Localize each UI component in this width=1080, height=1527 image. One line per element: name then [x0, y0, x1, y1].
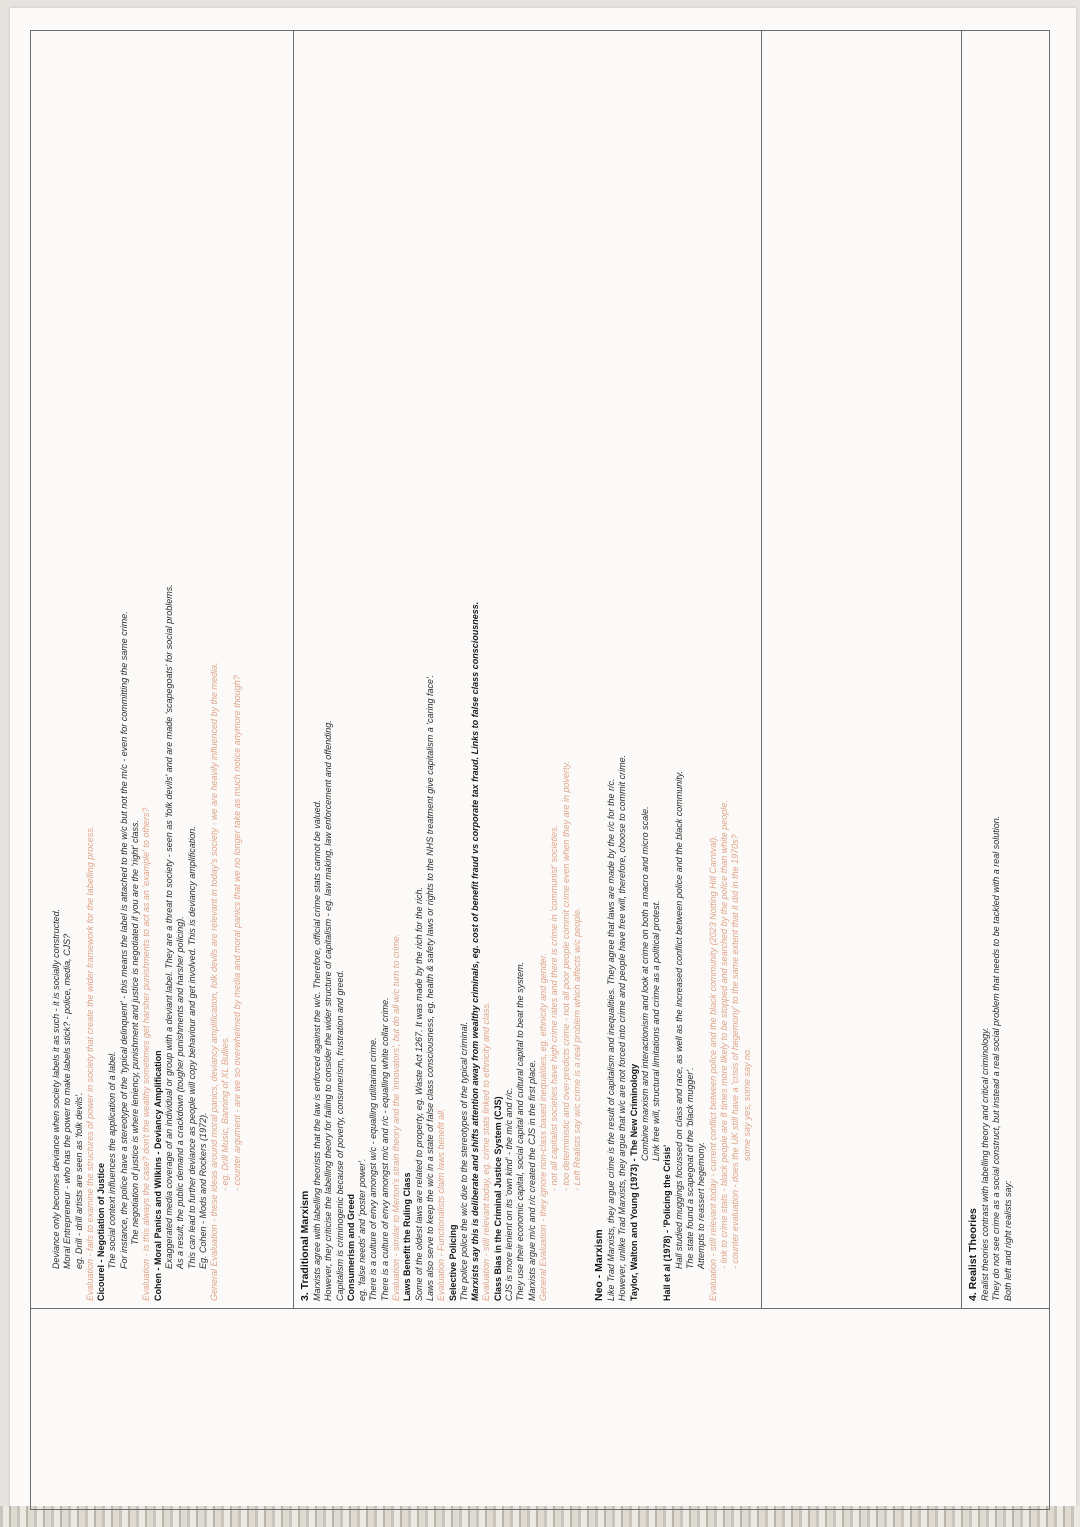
evaluation-line: - counter evaluation - does the UK still have a 'crisis of hegemony' to the same extent that it did in the 1970s? [730, 834, 741, 1269]
note-line: CJS is more lenient on its 'own kind' - the m/c and r/c. [504, 1087, 515, 1301]
section-heading: Taylor, Walton and Young (1973) - The New Criminology [628, 1063, 639, 1301]
note-line: This can lead to further deviance as people will copy behaviour and get involved. This is deviancy amplification. [186, 826, 197, 1269]
note-line: There is a culture of envy amongst m/c and r/c - equalling white collar crime. [379, 997, 390, 1301]
evaluation-line: General Evaluation - they ignore non-class based inequalities, eg. ethnicity and gender. [537, 953, 548, 1301]
rotated-notes-page [30, 30, 1050, 1510]
note-line: eg. Drill - drill artists are seen as 'folk devils'. [73, 1092, 84, 1269]
section-heading: Consumerism and Greed [345, 1193, 356, 1301]
note-line: They use their economic capital, social capital and cultural capital to beat the system. [515, 961, 526, 1301]
note-line: Marxists say this is deliberate and shifts attention away from wealthy criminals, eg. cost of benefit fraud vs corporate tax fraud. Links to false class consciousness. [470, 601, 481, 1301]
note-line: Attempts to reassert hegemony. [696, 1142, 707, 1269]
section-heading: Hall et al (1978) - 'Policing the Crisis' [662, 1144, 673, 1301]
evaluation-line: Evaluation - Functionalists claim laws benefit all. [436, 1108, 447, 1301]
row-divider-1 [293, 31, 294, 1309]
note-line: For instance, the police have a stereotype of the 'typical delinquent' - this means the label is attached to the w/c but not the m/c - even for committing the same crime. [118, 611, 129, 1269]
section-heading: Cohen - Moral Panics and Wilkins - Deviancy Amplification [152, 1050, 163, 1301]
section-traditional-marxism [299, 49, 583, 1301]
section-heading: Neo - Marxism [593, 1229, 605, 1301]
evaluation-line: - not all capitalist societies have high crime rates and there is crime in 'communist' societies. [549, 824, 560, 1191]
note-line: eg. 'false needs' and 'poster power'. [357, 1158, 368, 1301]
note-line: Combine marxism and interactionism and look at crime on both a macro and micro scale. [639, 806, 650, 1161]
note-line: However, they criticise the labelling theory for failing to consider the wider structure of capitalism - eg. law making, law enforcement and offending. [323, 720, 334, 1301]
section-neo-marxism [593, 49, 753, 1301]
section-realist-theories [967, 49, 1014, 1301]
note-line: Deviance only becomes deviance when society labels it as such - it is socially constructed. [51, 908, 61, 1269]
note-line: The state found a scapegoat of the 'black mugger'. [685, 1067, 696, 1269]
evaluation-line: - eg. Drill Music, Banning of XL Bullies. [220, 1036, 231, 1191]
section-heading: 3. Traditional Marxism [299, 1190, 311, 1301]
evaluation-line: Evaluation - similar to Merton's strain theory and the 'innovators', but do all w/c turn to crime. [391, 933, 402, 1301]
notes-table [30, 30, 1050, 1510]
note-line: The social context influences the application of a label. [107, 1051, 118, 1269]
evaluation-line: Evaluation - fails to examine the structures of power in society that create the wider framework for the labelling process. [84, 825, 95, 1301]
section-heading: Class Bias in the Criminal Justice System (CJS) [492, 1096, 503, 1301]
note-line: Moral Entrepreneur - who has the power to make labels stick? - police, media, CJS? [62, 933, 73, 1269]
evaluation-line: - Left Realists say w/c crime is a real problem which affects w/c people. [571, 907, 582, 1191]
note-line: However, unlike Trad Marxists, they argue that w/c are not forced into crime and people have free will, therefore, choose to commit crime. [617, 754, 628, 1301]
note-line: Hall studied muggings focussed on class and race, as well as the increased conflict between police and the black community. [673, 770, 684, 1269]
note-line: There is a culture of envy amongst w/c - equalling utilitarian crime. [368, 1037, 379, 1301]
note-line: Marxists agree with labelling theorists that the law is enforced against the w/c. Therefore, official crime stats cannot be valued. [312, 799, 322, 1301]
evaluation-line: Evaluation - still relevant today, eg. crime stats linked to ethnicity and class. [481, 1001, 492, 1301]
evaluation-line: - link to crime stats - black people are 8 times more likely to be stopped and searched by the police than white people. [718, 800, 729, 1269]
note-line: As a result, the public demand a crackdown (tougher punishments and harsher policing). [175, 916, 186, 1269]
note-line: Capitalism is criminogenic because of poverty, consumerism, frustration and greed. [334, 970, 345, 1301]
note-line: Realist theories contrast with labelling theory and critical criminology. [980, 1027, 990, 1301]
section-heading: 4. Realist Theories [967, 1208, 979, 1301]
section-heading: Selective Policing [447, 1224, 458, 1301]
note-line: They do not see crime as a social construct, but instead a real social problem that needs to be tackled with a real solution. [991, 815, 1002, 1301]
evaluation-line: - counter argument - are we so overwhelmed by media and moral panics that we no longer take as much notice anymore though? [231, 675, 242, 1191]
evaluation-line: Evaluation - is this always the case? don't the wealthy sometimes get harsher punishments to act as an 'example' to others? [141, 807, 152, 1301]
note-line: The police police the w/c due to the stereotypes of the typical criminal. [458, 1021, 469, 1301]
section-heading: Cicourel - Negotiation of Justice [96, 1162, 107, 1301]
evaluation-line: some say yes, some say no. [741, 1047, 752, 1161]
row-divider-2 [761, 31, 762, 1309]
row-divider-3 [961, 31, 962, 1309]
note-line: Some of the oldest laws are related to property, eg. Waste Act 1267. It was made by the rich for the rich. [413, 886, 424, 1301]
note-line: Link free will, structural limitations and crime as a political protest. [651, 900, 662, 1161]
note-line: Both left and right realists say: [1002, 1180, 1013, 1301]
note-line: Laws also serve to keep the w/c in a state of false class consciousness, eg. health & safety laws or rights to the NHS treatment give capitalism a 'caring face'. [424, 674, 435, 1301]
note-line: The negotiation of justice is where leniency, punishment and justice is negotiated if you are the 'right' class. [130, 819, 141, 1245]
evaluation-line: Evaluation - still relevant today - current conflict between police and the black community (2023 Notting Hill Carnival). [707, 835, 718, 1301]
note-line: Marxists argue m/c and r/c created the CJS in the first place. [526, 1059, 537, 1301]
note-line: Eg. Cohen - Mods and Rockers (1972). [197, 1112, 208, 1269]
evaluation-line: General Evaluation - these ideas around moral panics, deviancy amplification, folk devils are relevant in today's society - we are heavily influenced by the media. [209, 662, 220, 1301]
note-line: Like Trad Marxists, they argue crime is the result of capitalism and inequalities. They agree that laws are made by the r/c for the r/c. [606, 778, 616, 1301]
section-heading: Laws Benefit the Ruling Class [402, 1172, 413, 1301]
note-line: Exaggerated media coverage of an individual or group with a deviant label. They are a threat to society - seen as 'folk devils' and are made 'scapegoats' for social problems. [163, 584, 174, 1269]
column-divider [31, 1308, 1049, 1309]
evaluation-line: - too deterministic and over-predicts crime - not all poor people commit crime even when they are in poverty. [560, 761, 571, 1191]
section-labelling [51, 49, 243, 1301]
